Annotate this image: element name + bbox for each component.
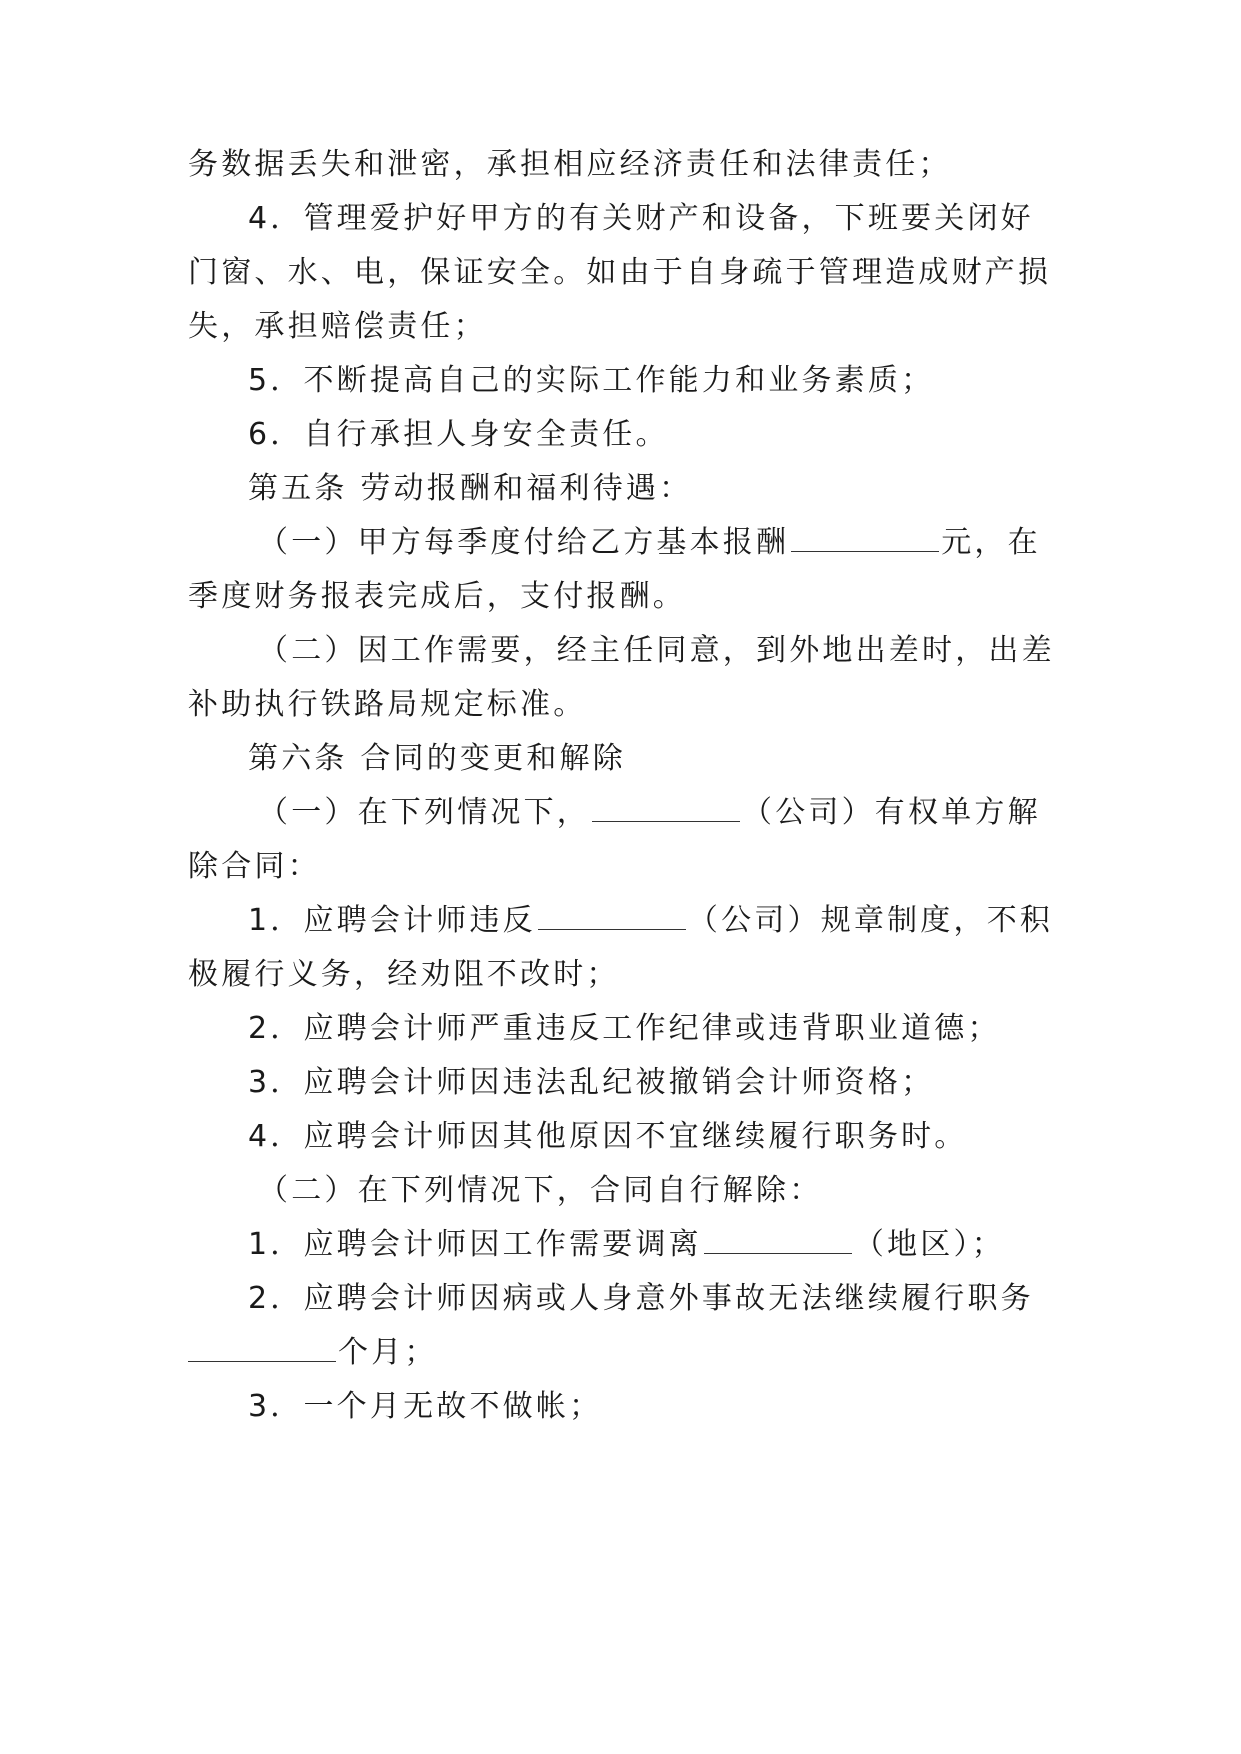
text-span: （一）甲方每季度付给乙方基本报酬: [258, 525, 790, 560]
text-span: 1．应聘会计师违反: [248, 903, 536, 938]
text-span: 失，承担赔偿责任；: [188, 309, 487, 344]
text-span: 3．一个月无故不做帐；: [248, 1389, 603, 1424]
paragraph-line: [258, 793, 1128, 833]
paragraph-line: [248, 901, 1118, 941]
paragraph-line: [248, 1117, 1118, 1157]
section-heading: [248, 739, 1118, 779]
paragraph-line: [248, 199, 1118, 239]
text-span: 个月；: [338, 1335, 438, 1370]
paragraph-line: [258, 1171, 1128, 1211]
text-span: 季度财务报表完成后，支付报酬。: [188, 579, 686, 614]
paragraph-line: [188, 145, 1058, 185]
paragraph-line: [248, 1279, 1118, 1319]
fill-in-blank[interactable]: [538, 901, 686, 930]
text-span: （二）在下列情况下，合同自行解除：: [258, 1173, 823, 1208]
text-span: 1．应聘会计师因工作需要调离: [248, 1227, 702, 1262]
paragraph-line: [258, 631, 1128, 671]
text-span: 元，在: [941, 525, 1041, 560]
fill-in-blank[interactable]: [791, 523, 939, 552]
paragraph-line: [188, 1333, 1058, 1373]
paragraph-line: [188, 253, 1058, 293]
paragraph-line: [248, 415, 1118, 455]
paragraph-line: [188, 955, 1058, 995]
paragraph-line: [248, 1009, 1118, 1049]
fill-in-blank[interactable]: [704, 1225, 852, 1254]
paragraph-line: [248, 1225, 1118, 1265]
text-span: （公司）规章制度，不积: [687, 903, 1054, 938]
paragraph-line: [248, 361, 1118, 401]
paragraph-line: [258, 523, 1128, 563]
text-span: 6．自行承担人身安全责任。: [248, 417, 669, 452]
text-span: 第五条 劳动报酬和福利待遇：: [248, 471, 693, 506]
text-span: 门窗、水、电，保证安全。如由于自身疏于管理造成财产损: [188, 255, 1052, 290]
text-span: 5．不断提高自己的实际工作能力和业务素质；: [248, 363, 935, 398]
text-span: （二）因工作需要，经主任同意，到外地出差时，出差: [258, 633, 1055, 668]
paragraph-line: [188, 685, 1058, 725]
text-span: 2．应聘会计师严重违反工作纪律或违背职业道德；: [248, 1011, 1001, 1046]
paragraph-line: [248, 1063, 1118, 1103]
paragraph-line: [248, 1387, 1118, 1427]
paragraph-line: [188, 577, 1058, 617]
text-span: 2．应聘会计师因病或人身意外事故无法继续履行职务: [248, 1281, 1034, 1316]
text-span: 4．应聘会计师因其他原因不宜继续履行职务时。: [248, 1119, 968, 1154]
paragraph-line: [188, 307, 1058, 347]
text-span: 务数据丢失和泄密，承担相应经济责任和法律责任；: [188, 147, 952, 182]
text-span: 除合同：: [188, 849, 321, 884]
text-span: （地区）；: [853, 1227, 1005, 1262]
text-span: 第六条 合同的变更和解除: [248, 741, 626, 776]
text-span: （一）在下列情况下，: [258, 795, 590, 830]
text-span: （公司）有权单方解: [742, 795, 1041, 830]
fill-in-blank[interactable]: [592, 793, 740, 822]
text-span: 4．管理爱护好甲方的有关财产和设备，下班要关闭好: [248, 201, 1034, 236]
paragraph-line: [188, 847, 1058, 887]
text-span: 补助执行铁路局规定标准。: [188, 687, 587, 722]
fill-in-blank[interactable]: [188, 1333, 336, 1362]
section-heading: [248, 469, 1118, 509]
text-span: 极履行义务，经劝阻不改时；: [188, 957, 620, 992]
text-span: 3．应聘会计师因违法乱纪被撤销会计师资格；: [248, 1065, 935, 1100]
